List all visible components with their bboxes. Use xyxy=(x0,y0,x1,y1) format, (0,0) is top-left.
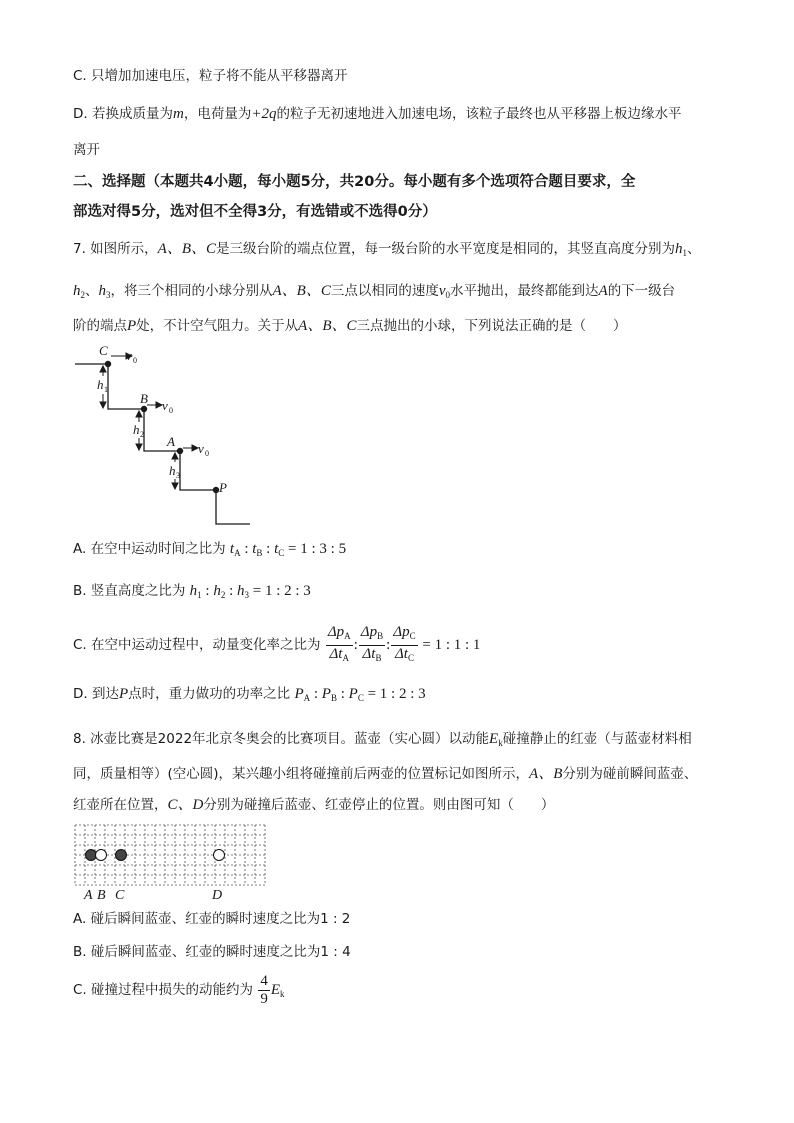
svg-text:1: 1 xyxy=(104,385,108,394)
section-header-line2: 部选对得5分，选对但不全得3分，有选错或不选得0分） xyxy=(73,204,437,220)
blue-stone-c xyxy=(116,850,127,861)
q6-option-c: C. 只增加加速电压，粒子将不能从平移器离开 xyxy=(73,68,348,84)
red-stone-d xyxy=(214,850,225,861)
q6-option-d: D. 若换成质量为m，电荷量为+2q的粒子无初速地进入加速电场，该粒子最终也从平移器上板边缘水平 xyxy=(73,106,682,122)
blue-stone-a xyxy=(86,850,97,861)
q7-option-a[interactable]: A. 在空中运动时间之比为 $t_A$ : $t_B$ : $t_C = 1$ : 3 : 5 xyxy=(73,541,347,558)
svg-text:C: C xyxy=(99,343,108,358)
q8-curling-figure xyxy=(73,823,273,905)
section-header-line1: 二、选择题（本题共4小题，每小题5分，共20分。每小题有多个选项符合题目要求，全 xyxy=(73,174,636,190)
q8-stem-line1: 8. 冰壶比赛是2022年北京冬奥会的比赛项目。蓝壶（实心圆）以动能$E_k$碰撞静止的红壶（与蓝壶材料相 xyxy=(73,731,692,748)
svg-text:0: 0 xyxy=(133,356,137,365)
svg-text:A: A xyxy=(167,434,175,449)
red-stone-b xyxy=(96,850,107,861)
svg-text:0: 0 xyxy=(205,449,209,458)
q7-option-d[interactable]: D. 到达P点时，重力做功的功率之比 $P_A$ : $P_B$ : $P_C = 1$ : 2 : 3 xyxy=(73,686,426,703)
svg-text:2: 2 xyxy=(140,430,144,439)
q8-option-b[interactable]: B. 碰后瞬间蓝壶、红壶的瞬时速度之比为1 : 4 xyxy=(73,944,351,960)
svg-text:h: h xyxy=(169,463,176,478)
q8-option-a[interactable]: A. 碰后瞬间蓝壶、红壶的瞬时速度之比为1 : 2 xyxy=(73,911,351,927)
svg-text:v: v xyxy=(162,398,168,413)
svg-text:A: A xyxy=(84,888,93,903)
q6-option-d-continued: 离开 xyxy=(73,142,100,158)
q8-stem-line3: 红壶所在位置，C、D分别为碰撞后蓝壶、红壶停止的位置。则由图可知（ ） xyxy=(73,797,555,813)
ball-c xyxy=(105,361,111,367)
svg-text:v: v xyxy=(198,441,204,456)
q7-stem-line1: 7. 如图所示，A、B、C是三级台阶的端点位置，每一级台阶的水平宽度是相同的，其竖直高度分别为$h_1$、 xyxy=(73,241,701,258)
q8-stem-line2: 同，质量相等）(空心圆)，某兴趣小组将碰撞前后两壶的位置标记如图所示，A、B分别为碰前瞬间蓝壶、 xyxy=(73,766,698,782)
svg-text:0: 0 xyxy=(169,406,173,415)
svg-text:B: B xyxy=(140,391,148,406)
svg-text:h: h xyxy=(97,377,104,392)
svg-text:v: v xyxy=(126,348,132,363)
svg-text:P: P xyxy=(219,480,227,495)
q8-option-c[interactable]: C. 碰撞过程中损失的动能约为 $\frac{4}{9}$ $E_k$ xyxy=(73,973,285,1008)
q7-staircase-figure xyxy=(70,342,260,532)
svg-text:h: h xyxy=(133,422,140,437)
ball-b xyxy=(141,406,147,412)
svg-text:B: B xyxy=(97,888,106,903)
ball-a xyxy=(177,448,183,454)
q7-option-c[interactable]: C. 在空中运动过程中，动量变化率之比为 $\frac{\Delta p_A}{\Delta t_A}$ : $\frac{\Delta p_B}{\Delta t_B}$ : $\frac{\Delta p_C}{\Delta t_C}$ = 1 : 1 : 1 xyxy=(73,624,481,663)
q7-option-b[interactable]: B. 竖直高度之比为 $h_1$ : $h_2$ : $h_3 = 1$ : 2 : 3 xyxy=(73,583,311,600)
svg-text:C: C xyxy=(115,888,125,903)
q7-stem-line3: 阶的端点P处，不计空气阻力。关于从A、B、C三点抛出的小球，下列说法正确的是（ ） xyxy=(73,318,627,334)
q7-stem-line2: $h_2$、$h_3$，将三个相同的小球分别从A、B、C三点以相同的速度$v_0$水平抛出，最终都能到达A的下一级台 xyxy=(73,283,676,300)
svg-text:D: D xyxy=(212,888,223,903)
svg-text:3: 3 xyxy=(176,471,180,480)
